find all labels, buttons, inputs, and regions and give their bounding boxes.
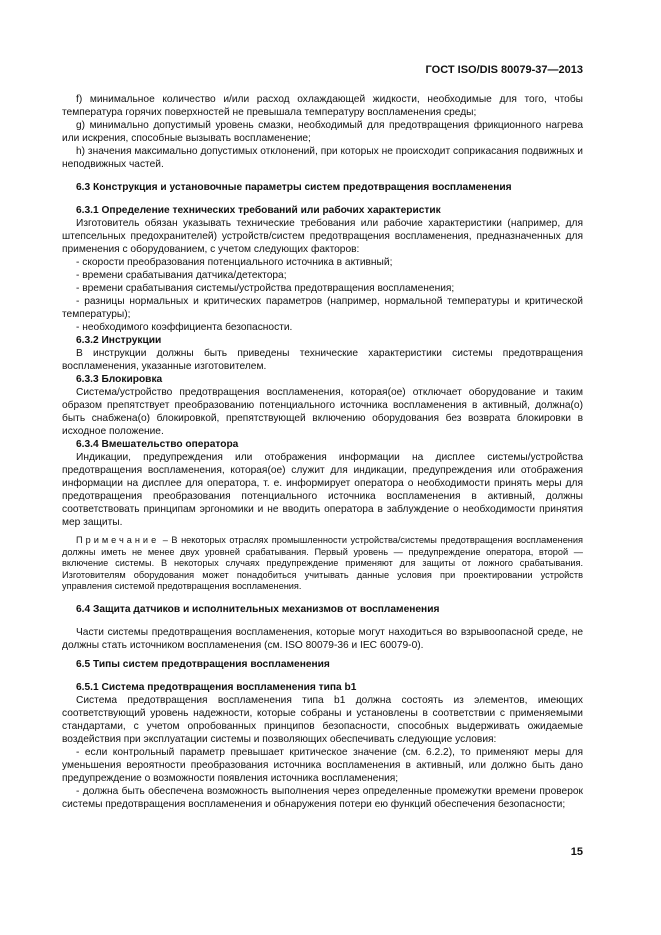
section-6-3-1-heading: 6.3.1 Определение технических требований или рабочих характеристик: [76, 205, 441, 216]
section-6-5-heading: 6.5 Типы систем предотвращения воспламенения: [76, 658, 330, 670]
section-6-3-4-text: Индикации, предупреждения или отображения информации на дисплее системы/устройства предотвращения воспламенения, которая(ое) служит для индикации, предупреждения или отображения информации на дисплее для оператора, т. е. информирует оператора о необходимости принять меры для предотвращения преобразования потенциального источника воспламенения в активный, должны соответствовать принципам эргономики и не вводить оператора в заблуждение о необходимости принятия мер защиты.: [62, 452, 583, 528]
section-6-3-2-text: В инструкции должны быть приведены технические характеристики системы предотвращения воспламенения, указанные изготовителем.: [62, 348, 583, 372]
document-header: ГОСТ ISO/DIS 80079-37—2013: [425, 64, 583, 76]
list-item-g: g) минимально допустимый уровень смазки, необходимый для предотвращения фрикционного нагрева или искрения, способные вызывать воспламенение;: [62, 120, 583, 144]
section-6-5-1-text: Система предотвращения воспламенения типа b1 должна состоять из элементов, имеющих соответствующий уровень надежности, которые собраны и установлены в соответствии с применяемыми стандартами, с учетом опробованных принципов безопасности, способных выдерживать ожидаемые воздействия при эксплуатации системы и позволяющих обеспечивать следующие условия:: [62, 694, 583, 745]
section-6-5-1-heading: 6.5.1 Система предотвращения воспламенения типа b1: [76, 681, 357, 693]
list-item: - если контрольный параметр превышает критическое значение (см. 6.2.2), то применяют меры для уменьшения вероятности преобразования источника воспламенения в активный, или должно быть дано предупреждение о возможности появления источника воспламенения;: [62, 746, 583, 784]
list-item: - разницы нормальных и критических параметров (например, нормальной температуры и критической температуры);: [62, 296, 583, 320]
list-item: - должна быть обеспечена возможность выполнения через определенные промежутки времени проверок системы предотвращения воспламенения и обнаружения потери ею функций обеспечения безопасности;: [62, 785, 583, 810]
page-number: 15: [570, 846, 583, 858]
section-6-3-1-text: Изготовитель обязан указывать технические требования или рабочие характеристики (например, для штепсельных предохранителей) устройств/систем предотвращения воспламенения, предназначенных для применения с оборудованием, с учетом следующих факторов:: [62, 218, 583, 255]
section-6-4-heading: 6.4 Защита датчиков и исполнительных механизмов от воспламенения: [76, 603, 440, 615]
section-6-3-3-text: Система/устройство предотвращения воспламенения, которая(ое) отключает оборудование и таким образом препятствует преобразованию потенциального источника воспламенения в активный, должна(о) быть снабжена(о) блокировкой, препятствующей включению оборудования без возврата блокировки в исходное положение.: [62, 387, 583, 437]
list-item: - скорости преобразования потенциального источника в активный;: [76, 257, 393, 268]
note-paragraph: [62, 535, 583, 593]
section-6-3-3-heading: 6.3.3 Блокировка: [76, 374, 163, 385]
list-item: - необходимого коэффициента безопасности.: [76, 322, 293, 333]
list-item-f: f) минимальное количество и/или расход охлаждающей жидкости, необходимые для того, чтобы температура горячих поверхностей не превышала температуру воспламенения среды;: [62, 94, 583, 118]
list-item: - времени срабатывания системы/устройства предотвращения воспламенения;: [76, 283, 455, 294]
section-6-3-heading: 6.3 Конструкция и установочные параметры систем предотвращения воспламенения: [76, 182, 512, 193]
note-text: – В некоторых отраслях промышленности устройства/системы предотвращения воспламенения должны иметь не менее двух уровней срабатывания. Первый уровень — предупреждение оператора, второй — включение системы. В некоторых случаях предупреждение применяют для защиты от ложного срабатывания. Изготовителям оборудования может понадобиться учитывать данные условия при проектировании устройств управления системой предотвращения воспламенения.: [62, 535, 583, 592]
list-item-h: h) значения максимально допустимых отклонений, при которых не происходит соприкасания подвижных и неподвижных частей.: [62, 146, 583, 170]
list-item: - времени срабатывания датчика/детектора;: [76, 270, 287, 281]
note-label: Примечание: [76, 535, 160, 545]
section-6-3-2-heading: 6.3.2 Инструкции: [76, 335, 162, 346]
section-6-3-4-heading: 6.3.4 Вмешательство оператора: [76, 439, 239, 450]
section-6-4-text: Части системы предотвращения воспламенения, которые могут находиться во взрывоопасной среде, не должны стать источником воспламенения (см. ISO 80079-36 и IEC 60079-0).: [62, 626, 583, 651]
